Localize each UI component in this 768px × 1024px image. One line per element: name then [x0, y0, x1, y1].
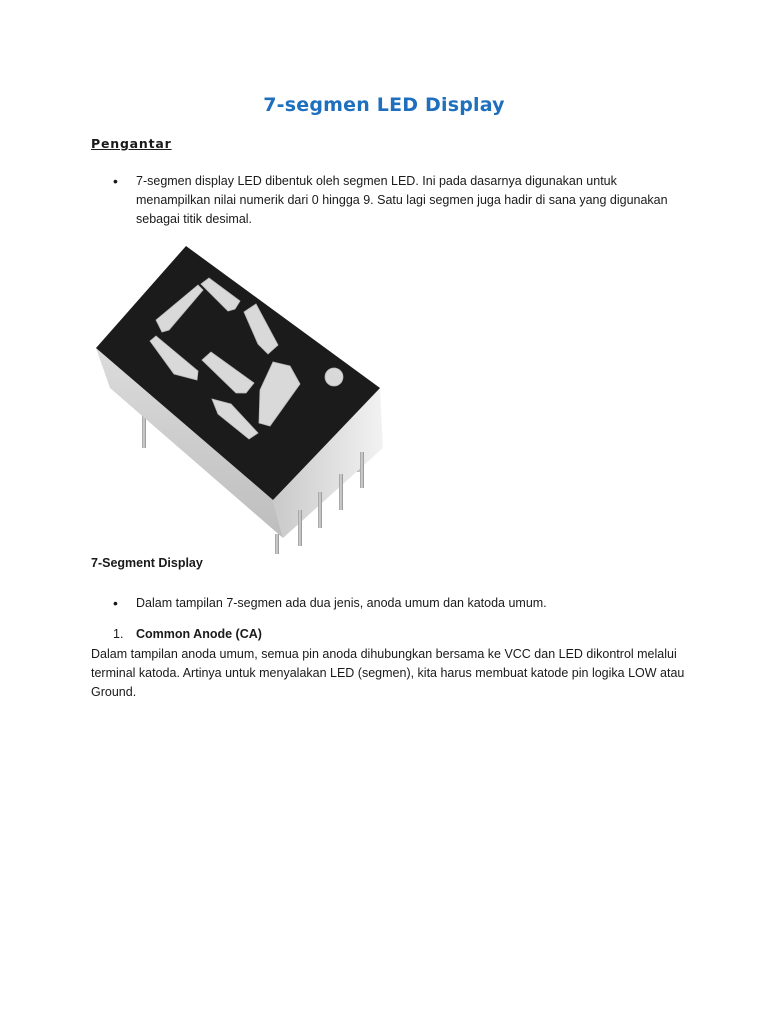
- section-heading-pengantar: Pengantar: [91, 136, 172, 151]
- section-heading-7-segment-display: 7-Segment Display: [91, 556, 203, 570]
- item-number: 1.: [113, 627, 124, 641]
- list-item: • Dalam tampilan 7-segmen ada dua jenis, anoda umum dan katoda umum.: [113, 594, 673, 613]
- types-bullet-list: [113, 594, 673, 613]
- intro-bullet-list: [113, 172, 673, 229]
- common-anode-paragraph: Dalam tampilan anoda umum, semua pin anoda dihubungkan bersama ke VCC dan LED dikontrol melalui terminal katoda. Artinya untuk menyalakan LED (segmen), kita harus membuat katode pin logika LOW atau Ground.: [91, 647, 685, 699]
- list-item: • 7-segmen display LED dibentuk oleh segmen LED. Ini pada dasarnya digunakan untuk menampilkan nilai numerik dari 0 hingga 9. Satu lagi segmen juga hadir di sana yang digunakan sebagai titik desimal.: [113, 172, 673, 229]
- seven-segment-illustration: [88, 238, 388, 558]
- seven-segment-display-image: [88, 238, 388, 558]
- page-title: 7-segmen LED Display: [263, 94, 505, 116]
- item-title: Common Anode (CA): [136, 627, 262, 641]
- numbered-heading-common-anode: [113, 627, 262, 641]
- decimal-point-segment: [325, 368, 343, 386]
